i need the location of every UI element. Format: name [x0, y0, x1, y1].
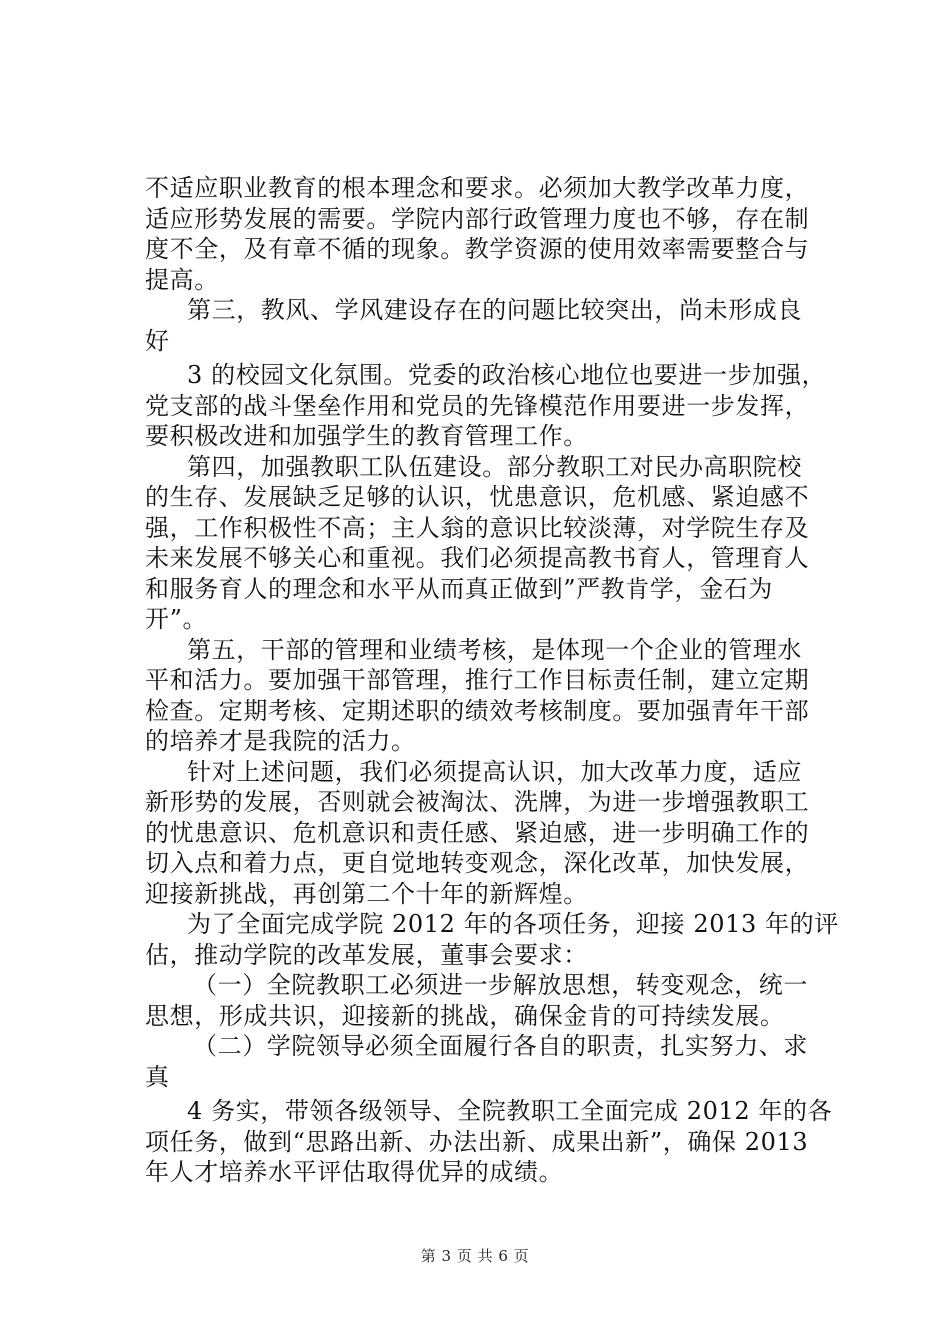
- text-line: 党支部的战斗堡垒作用和党员的先锋模范作用要进一步发挥，: [145, 391, 810, 420]
- text-line: 适应形势发展的需要。学院内部行政管理力度也不够，存在制: [145, 204, 810, 233]
- text-line: 第五，干部的管理和业绩考核，是体现一个企业的管理水: [187, 635, 802, 664]
- text-line: 检查。定期考核、定期述职的绩效考核制度。要加强青年干部: [145, 696, 810, 725]
- page-number-footer: 第 3 页 共 6 页: [420, 1247, 530, 1265]
- text-line: 和服务育人的理念和水平从而真正做到”严教肯学，金石为: [145, 574, 773, 603]
- text-line: （二）学院领导必须全面履行各自的职责，扎实努力、求: [193, 1032, 808, 1060]
- text-line: 第三，教风、学风建设存在的问题比较突出，尚未形成良: [187, 296, 802, 324]
- text-line: （一）全院教职工必须进一步解放思想，转变观念，统一: [193, 971, 808, 999]
- text-line: 为了全面完成学院 2012 年的各项任务，迎接 2013 年的评: [187, 910, 839, 938]
- text-line: 要积极改进和加强学生的教育管理工作。: [145, 422, 588, 450]
- text-line: 切入点和着力点，更自觉地转变观念，深化改革，加快发展，: [145, 849, 810, 877]
- text-line: 估，推动学院的改革发展，董事会要求：: [145, 940, 588, 969]
- text-line: 项任务，做到“思路出新、办法出新、成果出新”，确保 2013: [145, 1127, 809, 1156]
- text-line: 开”。: [145, 605, 208, 633]
- text-line: 真: [145, 1062, 170, 1091]
- text-line: 新形势的发展，否则就会被淘汰、洗牌，为进一步增强教职工: [145, 788, 810, 816]
- text-line: 未来发展不够关心和重视。我们必须提高教书育人，管理育人: [145, 544, 810, 572]
- text-line: 迎接新挑战，再创第二个十年的新辉煌。: [145, 879, 588, 908]
- text-line: 好: [145, 326, 170, 355]
- text-line: 思想，形成共识，迎接新的挑战，确保金肯的可持续发展。: [145, 1001, 785, 1030]
- text-line: 年人才培养水平评估取得优异的成绩。: [145, 1158, 564, 1186]
- text-line: 的忧患意识、危机意识和责任感、紧迫感，进一步明确工作的: [145, 818, 810, 847]
- text-line: 平和活力。要加强干部管理，推行工作目标责任制，建立定期: [145, 666, 810, 694]
- text-line: 针对上述问题，我们必须提高认识，加大改革力度，适应: [187, 757, 802, 786]
- text-line: 第四，加强教职工队伍建设。部分教职工对民办高职院校: [187, 452, 802, 481]
- document-body: [145, 173, 839, 1188]
- text-line: 强，工作积极性不高；主人翁的意识比较淡薄，对学院生存及: [145, 513, 810, 542]
- text-line: 3 的校园文化氛围。党委的政治核心地位也要进一步加强，: [187, 361, 827, 389]
- text-line: 的培养才是我院的活力。: [145, 727, 416, 755]
- text-line: 度不全，及有章不循的现象。教学资源的使用效率需要整合与: [145, 235, 810, 263]
- text-line: 4 务实，带领各级领导、全院教职工全面完成 2012 年的各: [187, 1097, 833, 1125]
- text-line: 不适应职业教育的根本理念和要求。必须加大教学改革力度，: [145, 174, 810, 202]
- text-line: 的生存、发展缺乏足够的认识，忧患意识，危机感、紧迫感不: [145, 483, 810, 511]
- text-line: 提高。: [145, 265, 219, 294]
